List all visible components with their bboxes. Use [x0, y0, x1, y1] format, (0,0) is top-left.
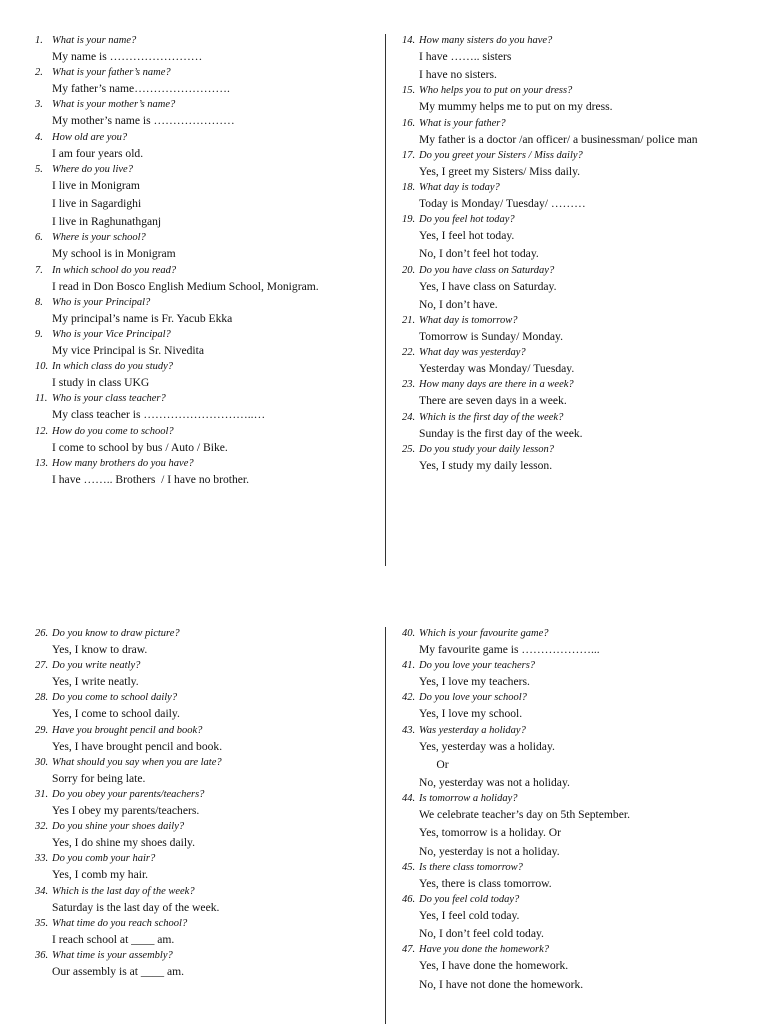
question-text: Do you have class on Saturday? — [419, 264, 555, 276]
question-number: 21. — [402, 315, 416, 327]
qa-item — [35, 98, 380, 130]
answer-line: Yes, I greet my Sisters/ Miss daily. — [419, 164, 581, 178]
question — [402, 724, 752, 738]
question-number: 1. — [35, 35, 43, 46]
answer-line: Yes, I have done the homework. — [419, 959, 569, 973]
question-text: Do you obey your parents/teachers? — [52, 789, 205, 801]
question-text: How old are you? — [52, 131, 128, 143]
question-number: 14. — [402, 35, 416, 46]
qa-item — [402, 411, 752, 443]
qa-item — [35, 820, 380, 852]
question — [402, 264, 752, 278]
qa-item — [35, 627, 380, 659]
answer-line: Today is Monday/ Tuesday/ ……… — [419, 197, 586, 211]
question-text: Do you know to draw picture? — [52, 628, 180, 639]
qa-item — [402, 264, 752, 314]
answer-line: I have …….. sisters — [419, 50, 512, 63]
answer-line: My principal’s name is Fr. Yacub Ekka — [52, 311, 233, 325]
answer-line: Yes, I love my school. — [419, 707, 523, 721]
question-text: Which is the last day of the week? — [52, 885, 195, 897]
question-text: What day was yesterday? — [419, 347, 526, 359]
question-number: 8. — [35, 296, 43, 308]
question — [402, 627, 752, 641]
answer-line: Saturday is the last day of the week. — [52, 900, 220, 914]
question — [35, 360, 380, 374]
answer-line: My mummy helps me to put on my dress. — [419, 100, 613, 114]
question-text: Who is your Principal? — [52, 296, 151, 308]
qa-item — [35, 328, 380, 360]
question — [402, 659, 752, 673]
question — [35, 425, 380, 439]
question-text: Which is the first day of the week? — [419, 411, 564, 423]
answer-line: Yes, I feel hot today. — [419, 229, 515, 243]
question-text: Do you comb your hair? — [52, 853, 156, 865]
question-number: 33. — [35, 853, 49, 865]
answer-line: Or — [419, 757, 449, 771]
question — [402, 893, 752, 907]
question-text: Is there class tomorrow? — [419, 861, 523, 873]
answer-line: Tomorrow is Sunday/ Monday. — [419, 330, 563, 344]
question-text: In which school do you read? — [52, 264, 177, 276]
question-text: Do you write neatly? — [52, 660, 141, 672]
qa-item — [402, 346, 752, 378]
question-text: Have you done the homework? — [419, 944, 550, 956]
section1-left-column — [35, 34, 380, 489]
qa-item — [35, 425, 380, 457]
question — [402, 691, 752, 705]
question-text: Who helps you to put on your dress? — [419, 85, 573, 97]
qa-item — [35, 457, 380, 489]
answer-line: I read in Don Bosco English Medium School, Monigram. — [52, 279, 319, 293]
question-number: 4. — [35, 131, 43, 143]
question-number: 31. — [35, 789, 49, 801]
question-text: What is your mother’s name? — [52, 99, 176, 111]
answer-line: Yes, I feel cold today. — [419, 909, 520, 923]
qa-item — [35, 659, 380, 691]
question — [402, 443, 752, 457]
qa-item — [402, 724, 752, 793]
qa-item — [402, 34, 752, 84]
question — [35, 885, 380, 899]
question-text: What day is tomorrow? — [419, 315, 518, 327]
question — [35, 788, 380, 802]
answer-line: Yes, I love my teachers. — [419, 675, 530, 689]
question-text: Do you love your school? — [419, 692, 527, 704]
question-number: 43. — [402, 724, 416, 736]
question — [402, 861, 752, 875]
answer-line: I reach school at ____ am. — [52, 932, 175, 946]
answer-line: Yes, I have class on Saturday. — [419, 279, 557, 293]
question-text: Where do you live? — [52, 163, 133, 175]
question-number: 12. — [35, 425, 49, 437]
question-number: 36. — [35, 950, 49, 962]
answer-line: My father’s name……………………. — [52, 82, 230, 96]
question — [402, 117, 752, 131]
question-text: Is tomorrow a holiday? — [419, 793, 518, 805]
question — [402, 181, 752, 195]
section2-right-column — [402, 627, 752, 994]
question-number: 45. — [402, 861, 416, 873]
question-number: 24. — [402, 411, 416, 423]
qa-item — [35, 296, 380, 328]
question — [402, 84, 752, 98]
answer-line: No, yesterday is not a holiday. — [419, 844, 560, 858]
answer-line: I am four years old. — [52, 146, 144, 160]
answer-line: There are seven days in a week. — [419, 394, 567, 408]
qa-item — [402, 861, 752, 893]
answer-line: I have …….. Brothers / I have no brother. — [52, 472, 250, 486]
answer-line: My vice Principal is Sr. Nivedita — [52, 344, 204, 358]
question-number: 3. — [35, 99, 43, 111]
question-number: 17. — [402, 149, 416, 161]
question-number: 47. — [402, 944, 416, 956]
qa-item — [402, 213, 752, 263]
question-text: Was yesterday a holiday? — [419, 724, 526, 736]
qa-item — [402, 659, 752, 691]
question-text: Do you feel cold today? — [419, 894, 520, 906]
question-text: Who is your Vice Principal? — [52, 329, 171, 341]
question — [35, 163, 380, 177]
question — [402, 346, 752, 360]
question — [35, 917, 380, 931]
qa-item — [402, 314, 752, 346]
answer-line: Yes, tomorrow is a holiday. Or — [419, 826, 562, 840]
question-text: What time do you reach school? — [52, 917, 188, 929]
question — [35, 756, 380, 770]
question-number: 46. — [402, 894, 416, 906]
question-text: Do you feel hot today? — [419, 214, 515, 226]
answer-line: Our assembly is at ____ am. — [52, 965, 185, 979]
qa-item — [35, 163, 380, 232]
qa-item — [35, 756, 380, 788]
answer-line: I come to school by bus / Auto / Bike. — [52, 440, 228, 454]
question — [402, 213, 752, 227]
question — [35, 949, 380, 963]
question-number: 5. — [35, 163, 43, 175]
answer-line: Yes, I comb my hair. — [52, 868, 149, 882]
question-text: In which class do you study? — [52, 361, 174, 373]
answer-line: Yes, I do shine my shoes daily. — [52, 836, 195, 850]
answer-line: Yes, there is class tomorrow. — [419, 876, 552, 890]
question — [35, 627, 380, 641]
question-text: What time is your assembly? — [52, 950, 173, 962]
qa-item — [35, 691, 380, 723]
qa-item — [35, 131, 380, 163]
question-number: 11. — [35, 393, 48, 405]
qa-item — [402, 792, 752, 861]
question — [35, 131, 380, 145]
question-text: Where is your school? — [52, 232, 146, 244]
question — [402, 314, 752, 328]
question-number: 10. — [35, 361, 49, 373]
question-number: 42. — [402, 692, 416, 704]
question — [35, 98, 380, 112]
qa-item — [35, 788, 380, 820]
question-text: Do you shine your shoes daily? — [52, 821, 185, 833]
answer-line: My class teacher is ………………………..… — [52, 408, 266, 422]
question-text: What day is today? — [419, 182, 500, 194]
question — [402, 792, 752, 806]
answer-line: Sunday is the first day of the week. — [419, 426, 583, 440]
question-text: Who is your class teacher? — [52, 393, 166, 405]
qa-item — [402, 627, 752, 659]
qa-item — [35, 392, 380, 424]
question — [402, 34, 752, 48]
answer-line: No, I don’t have. — [419, 297, 498, 311]
answer-line: Yes, yesterday was a holiday. — [419, 739, 555, 753]
answer-line: I live in Raghunathganj — [52, 215, 162, 229]
question-text: How many brothers do you have? — [52, 457, 194, 469]
question-number: 41. — [402, 660, 416, 672]
question — [402, 149, 752, 163]
question — [35, 691, 380, 705]
question-text: Do you study your daily lesson? — [419, 443, 555, 455]
section1-right-column — [402, 34, 752, 475]
answer-line: Yes, I study my daily lesson. — [419, 458, 553, 472]
question-number: 20. — [402, 264, 416, 276]
answer-line: No, I don’t feel hot today. — [419, 247, 539, 261]
question-text: What is your father’s name? — [52, 67, 171, 79]
qa-item — [35, 852, 380, 884]
question — [35, 66, 380, 80]
answer-line: My father is a doctor /an officer/ a businessman/ police man — [419, 132, 698, 146]
answer-line: Yes, I write neatly. — [52, 675, 139, 689]
answer-line: No, I don’t feel cold today. — [419, 927, 544, 941]
qa-item — [35, 34, 380, 66]
answer-line: I study in class UKG — [52, 376, 150, 390]
answer-line: Yes, I know to draw. — [52, 643, 148, 656]
qa-item — [402, 943, 752, 993]
question-number: 29. — [35, 724, 49, 736]
answer-line: My name is …………………… — [52, 50, 203, 63]
question-number: 2. — [35, 67, 43, 79]
question-text: What is your name? — [52, 35, 137, 46]
question — [35, 328, 380, 342]
question-number: 23. — [402, 379, 416, 391]
section1-divider — [385, 34, 386, 566]
qa-item — [35, 264, 380, 296]
question-number: 32. — [35, 821, 49, 833]
question-number: 13. — [35, 457, 49, 469]
question-number: 40. — [402, 628, 416, 639]
question — [35, 659, 380, 673]
qa-item — [402, 181, 752, 213]
question-text: What is your father? — [419, 117, 506, 129]
answer-line: No, yesterday was not a holiday. — [419, 776, 570, 790]
section2-divider — [385, 627, 386, 1024]
question-number: 44. — [402, 793, 416, 805]
question-text: How many days are there in a week? — [419, 379, 574, 391]
question — [35, 264, 380, 278]
question-number: 25. — [402, 443, 416, 455]
qa-item — [402, 691, 752, 723]
question — [402, 411, 752, 425]
qa-item — [402, 893, 752, 943]
question-number: 22. — [402, 347, 416, 359]
question — [35, 852, 380, 866]
qa-item — [35, 917, 380, 949]
question-number: 15. — [402, 85, 416, 97]
question-number: 26. — [35, 628, 49, 639]
question-number: 19. — [402, 214, 416, 226]
question-number: 18. — [402, 182, 416, 194]
question — [35, 34, 380, 48]
question-number: 34. — [35, 885, 49, 897]
question-number: 16. — [402, 117, 416, 129]
question-text: Do you greet your Sisters / Miss daily? — [419, 149, 583, 161]
qa-item — [35, 231, 380, 263]
question-number: 35. — [35, 917, 49, 929]
qa-item — [35, 885, 380, 917]
qa-item — [35, 66, 380, 98]
qa-item — [35, 724, 380, 756]
answer-line: My school is in Monigram — [52, 247, 176, 261]
qa-item — [402, 117, 752, 149]
question-number: 30. — [35, 756, 49, 768]
section2-left-column — [35, 627, 380, 981]
answer-line: My favourite game is ………………... — [419, 643, 600, 656]
question — [35, 231, 380, 245]
question — [402, 378, 752, 392]
question — [35, 296, 380, 310]
answer-line: Sorry for being late. — [52, 771, 146, 785]
answer-line: We celebrate teacher’s day on 5th September. — [419, 808, 630, 822]
question-number: 6. — [35, 232, 43, 244]
qa-item — [402, 443, 752, 475]
qa-item — [35, 360, 380, 392]
question — [35, 724, 380, 738]
answer-line: No, I have not done the homework. — [419, 977, 584, 991]
answer-line: Yes, I have brought pencil and book. — [52, 739, 223, 753]
question-text: Do you love your teachers? — [419, 660, 536, 672]
answer-line: Yes I obey my parents/teachers. — [52, 804, 200, 818]
qa-item — [402, 149, 752, 181]
question-number: 7. — [35, 264, 43, 276]
qa-item — [35, 949, 380, 981]
question — [402, 943, 752, 957]
answer-line: Yesterday was Monday/ Tuesday. — [419, 362, 575, 376]
answer-line: I have no sisters. — [419, 68, 497, 82]
question — [35, 457, 380, 471]
question — [35, 820, 380, 834]
question-number: 9. — [35, 329, 43, 341]
answer-line: My mother’s name is ………………… — [52, 114, 235, 128]
answer-line: Yes, I come to school daily. — [52, 707, 180, 721]
question-text: Do you come to school daily? — [52, 692, 178, 704]
qa-item — [402, 84, 752, 116]
qa-item — [402, 378, 752, 410]
question-text: How many sisters do you have? — [419, 35, 553, 46]
question-number: 28. — [35, 692, 49, 704]
question-text: How do you come to school? — [52, 425, 174, 437]
question — [35, 392, 380, 406]
question-text: Have you brought pencil and book? — [52, 724, 203, 736]
answer-line: I live in Monigram — [52, 178, 140, 192]
answer-line: I live in Sagardighi — [52, 197, 142, 211]
question-text: Which is your favourite game? — [419, 628, 549, 639]
question-number: 27. — [35, 660, 49, 672]
question-text: What should you say when you are late? — [52, 756, 222, 768]
